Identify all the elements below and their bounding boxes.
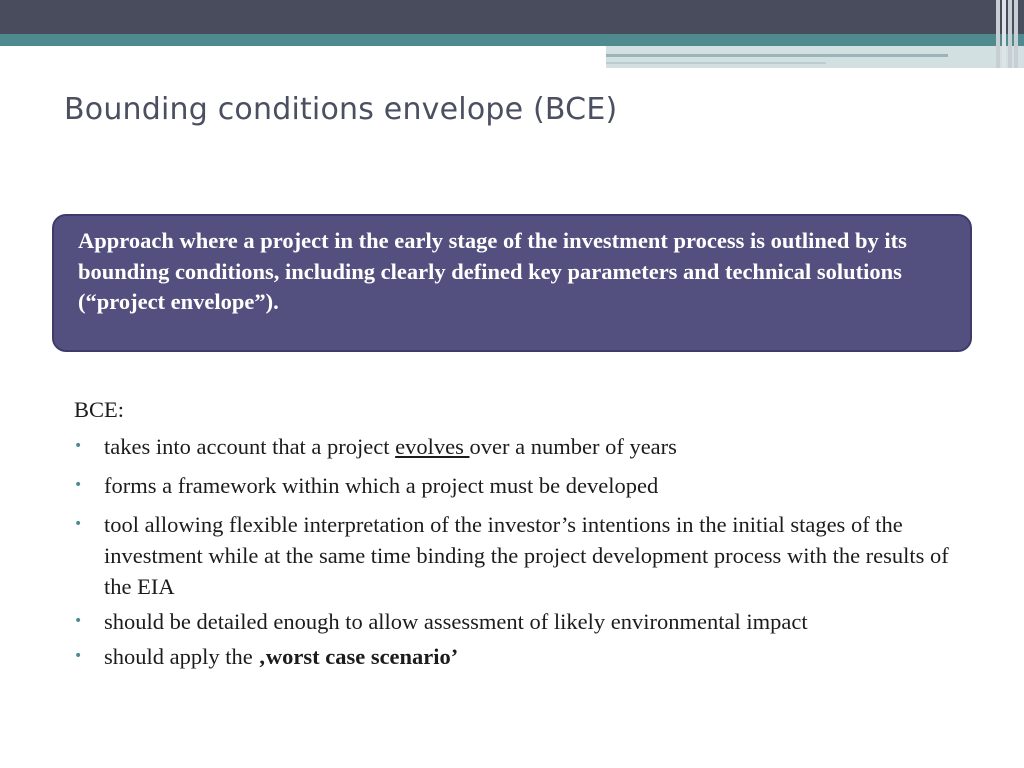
bullet-item <box>74 641 974 672</box>
bullet-item <box>74 509 974 602</box>
bullet-item <box>74 606 974 637</box>
header-accent-line <box>606 54 948 57</box>
header-teal-band <box>0 34 1024 46</box>
bullet-text: tool allowing flexible interpretation of the investor’s intentions in the initial stages of the investment while at the same time binding the project development process with the results of the EIA <box>104 512 949 599</box>
bullet-text: takes into account that a project <box>104 434 396 459</box>
bullet-icon: • <box>74 613 83 629</box>
bce-bullet-list <box>74 431 974 672</box>
bullet-icon: • <box>74 516 83 532</box>
header-stripes <box>996 0 1024 68</box>
bullet-item <box>74 470 974 501</box>
bullet-underlined-text: evolves <box>395 434 470 459</box>
definition-box <box>52 214 972 352</box>
bullet-text: over a number of years <box>469 434 677 459</box>
bce-content <box>74 394 974 680</box>
definition-text: Approach where a project in the early stage of the investment process is outlined by its bounding conditions, including clearly defined key parameters and technical solutions (“project envelope”). <box>78 228 907 314</box>
bullet-text: forms a framework within which a project must be developed <box>104 473 659 498</box>
bullet-text: should be detailed enough to allow assessment of likely environmental impact <box>104 609 808 634</box>
bullet-item <box>74 431 974 462</box>
bullet-icon: • <box>74 477 83 493</box>
bullet-icon: • <box>74 438 83 454</box>
header-bar <box>0 0 1024 34</box>
bullet-bold-text: ‚worst case scenario’ <box>258 644 459 669</box>
header-accent-line <box>606 62 826 64</box>
bullet-icon: • <box>74 648 83 664</box>
bullet-text: should apply the <box>104 644 259 669</box>
header-light-band <box>606 46 1024 68</box>
bce-heading: BCE: <box>74 397 125 422</box>
slide-title: Bounding conditions envelope (BCE) <box>64 92 618 127</box>
